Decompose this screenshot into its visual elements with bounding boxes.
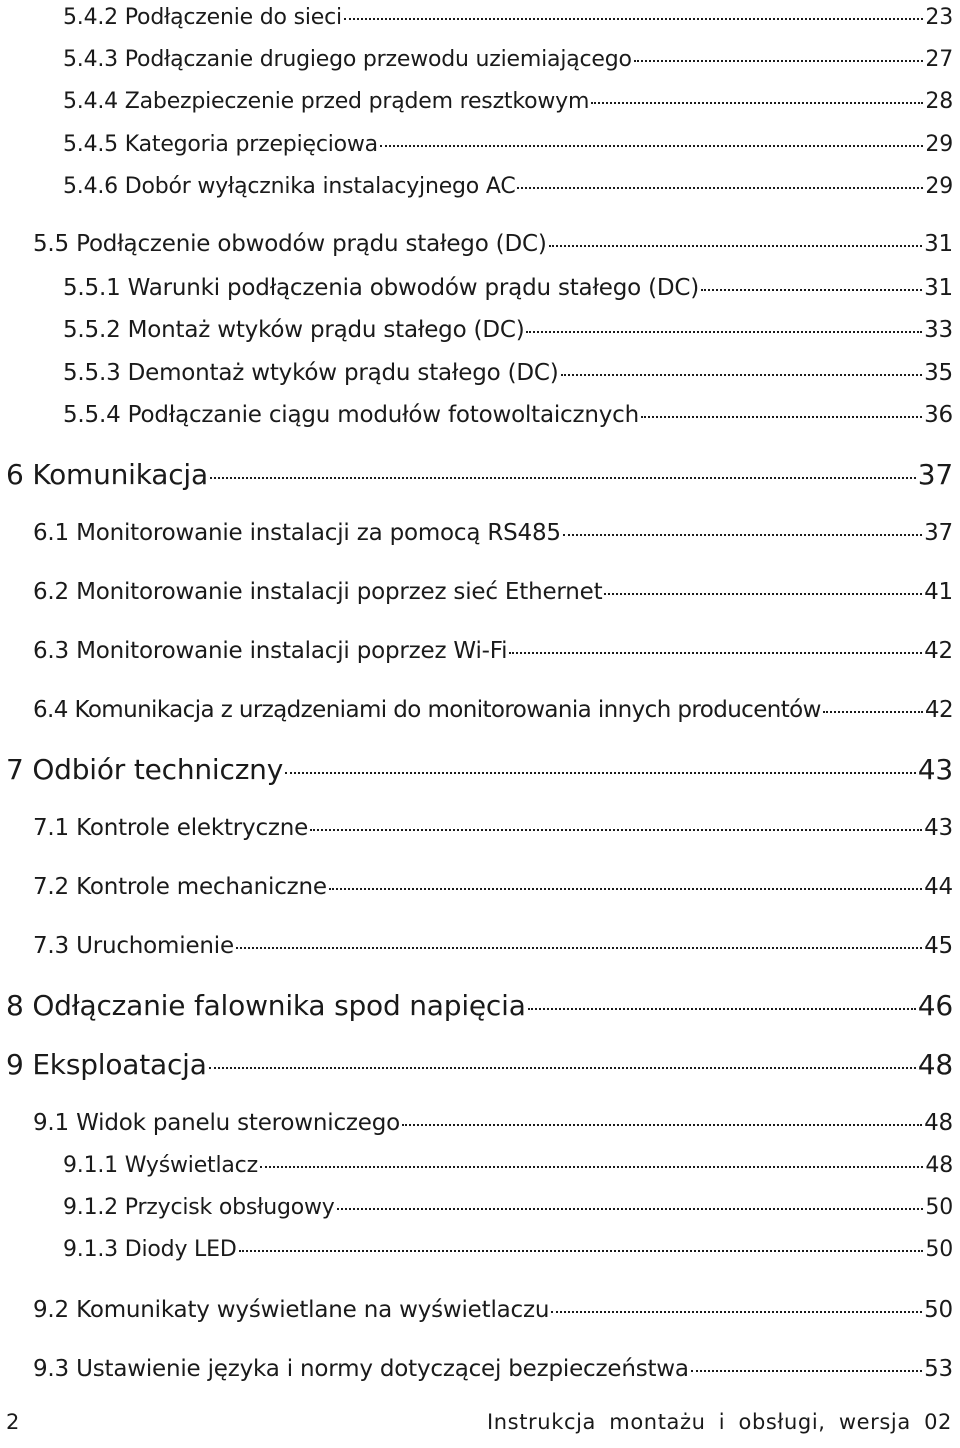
- dot-leader: [337, 1192, 924, 1214]
- toc-chapter-entry[interactable]: [6, 751, 953, 786]
- toc-entry[interactable]: [63, 399, 953, 428]
- toc-entry-title: 9.1.1 Wyświetlacz: [63, 1153, 258, 1178]
- toc-entry[interactable]: [63, 171, 953, 199]
- toc-entry-title: 9.3 Ustawienie języka i normy dotyczącej bezpieczeństwa: [33, 1356, 689, 1382]
- dot-leader: [551, 1294, 922, 1317]
- toc-entry-page: 45: [924, 933, 953, 959]
- toc-entry[interactable]: [33, 1107, 953, 1136]
- dot-leader: [517, 171, 923, 193]
- toc-entry-page: 37: [924, 520, 953, 546]
- toc-chapter-entry[interactable]: [6, 456, 953, 491]
- toc-entry-title: 5.4.5 Kategoria przepięciowa: [63, 132, 378, 157]
- toc-entry-page: 31: [924, 275, 953, 301]
- dot-leader: [641, 399, 922, 422]
- toc-entry-title: 5.5 Podłączenie obwodów prądu stałego (DC): [33, 231, 547, 257]
- dot-leader: [563, 517, 922, 540]
- page-footer: [0, 1408, 960, 1440]
- toc-entry-page: 44: [924, 874, 953, 900]
- toc-entry-page: 36: [924, 402, 953, 428]
- toc-entry[interactable]: [63, 44, 953, 72]
- toc-entry-title: 5.4.2 Podłączenie do sieci: [63, 5, 342, 30]
- toc-entry[interactable]: [63, 1234, 953, 1262]
- toc-entry-title: 5.4.4 Zabezpieczenie przed prądem resztkowym: [63, 89, 590, 114]
- dot-leader: [236, 930, 922, 953]
- toc-entry-title: 5.5.2 Montaż wtyków prądu stałego (DC): [63, 317, 525, 343]
- toc-entry[interactable]: [33, 1294, 953, 1323]
- toc-entry-title: 6.2 Monitorowanie instalacji poprzez sieć Ethernet: [33, 579, 603, 605]
- toc-entry-title: 8 Odłączanie falownika spod napięcia: [6, 989, 526, 1022]
- dot-leader: [285, 751, 916, 779]
- toc-entry-page: 50: [925, 1237, 953, 1262]
- toc-entry-title: 7.3 Uruchomienie: [33, 933, 234, 959]
- toc-entry-page: 42: [924, 697, 953, 723]
- dot-leader: [691, 1353, 922, 1376]
- toc-entry-title: 9.1.2 Przycisk obsługowy: [63, 1195, 335, 1220]
- dot-leader: [604, 576, 922, 599]
- footer-document-title: Instrukcja montażu i obsługi, wersja 02: [486, 1410, 952, 1434]
- toc-entry-title: 5.4.3 Podłączanie drugiego przewodu uziemiającego: [63, 47, 632, 72]
- toc-entry[interactable]: [33, 871, 953, 900]
- dot-leader: [561, 357, 923, 380]
- toc-entry[interactable]: [33, 576, 953, 605]
- footer-page-number: 2: [6, 1410, 20, 1434]
- toc-entry[interactable]: [33, 1353, 953, 1382]
- dot-leader: [209, 1046, 916, 1074]
- toc-entry-page: 43: [917, 753, 953, 786]
- toc-entry[interactable]: [63, 314, 953, 343]
- dot-leader: [528, 987, 916, 1015]
- toc-entry-title: 9.1.3 Diody LED: [63, 1237, 237, 1262]
- dot-leader: [380, 129, 923, 151]
- toc-entry-title: 6.1 Monitorowanie instalacji za pomocą RS485: [33, 520, 561, 546]
- dot-leader: [701, 272, 922, 295]
- dot-leader: [823, 694, 923, 717]
- toc-entry[interactable]: [33, 812, 953, 841]
- toc-entry[interactable]: [33, 694, 953, 723]
- toc-entry[interactable]: [63, 357, 953, 386]
- dot-leader: [402, 1107, 922, 1130]
- toc-entry-title: 7.2 Kontrole mechaniczne: [33, 874, 327, 900]
- toc-entry[interactable]: [33, 228, 953, 257]
- toc-entry-page: 48: [924, 1110, 953, 1136]
- dot-leader: [549, 228, 923, 251]
- dot-leader: [210, 456, 916, 484]
- dot-leader: [509, 635, 922, 658]
- toc-entry-title: 5.5.1 Warunki podłączenia obwodów prądu stałego (DC): [63, 275, 700, 301]
- toc-entry-page: 41: [924, 579, 953, 605]
- toc-entry-page: 53: [924, 1356, 953, 1382]
- toc-entry-title: 9.2 Komunikaty wyświetlane na wyświetlaczu: [33, 1297, 550, 1323]
- toc-chapter-entry[interactable]: [6, 1046, 953, 1081]
- toc-entry-page: 50: [925, 1195, 953, 1220]
- toc-entry-title: 5.4.6 Dobór wyłącznika instalacyjnego AC: [63, 174, 516, 199]
- toc-entry[interactable]: [33, 635, 953, 664]
- dot-leader: [239, 1234, 924, 1256]
- toc-entry-page: 48: [925, 1153, 953, 1178]
- toc-entry-title: 5.5.4 Podłączanie ciągu modułów fotowoltaicznych: [63, 402, 639, 428]
- dot-leader: [591, 86, 923, 108]
- toc-entry[interactable]: [63, 129, 953, 157]
- toc-entry-page: 28: [925, 89, 953, 114]
- toc-entry[interactable]: [63, 86, 953, 114]
- toc-entry[interactable]: [63, 1150, 953, 1178]
- toc-entry-title: 9.1 Widok panelu sterowniczego: [33, 1110, 401, 1136]
- toc-entry-page: 46: [917, 989, 953, 1022]
- toc-entry[interactable]: [33, 517, 953, 546]
- dot-leader: [344, 2, 923, 24]
- toc-entry-title: 9 Eksploatacja: [6, 1048, 207, 1081]
- toc-entry-title: 7 Odbiór techniczny: [6, 753, 284, 786]
- toc-entry-title: 5.5.3 Demontaż wtyków prądu stałego (DC): [63, 360, 559, 386]
- toc-entry-page: 48: [917, 1048, 953, 1081]
- dot-leader: [634, 44, 924, 66]
- dot-leader: [260, 1150, 923, 1172]
- toc-entry[interactable]: [33, 930, 953, 959]
- toc-entry-page: 35: [924, 360, 953, 386]
- dot-leader: [310, 812, 922, 835]
- toc-entry-title: 6 Komunikacja: [6, 458, 208, 491]
- dot-leader: [526, 314, 922, 337]
- toc-entry-page: 23: [925, 5, 953, 30]
- toc-entry-page: 50: [924, 1297, 953, 1323]
- toc-chapter-entry[interactable]: [6, 987, 953, 1022]
- toc-entry[interactable]: [63, 1192, 953, 1220]
- toc-entry[interactable]: [63, 2, 953, 30]
- dot-leader: [329, 871, 922, 894]
- toc-entry-page: 31: [924, 231, 953, 257]
- toc-entry[interactable]: [63, 272, 953, 301]
- toc-entry-title: 7.1 Kontrole elektryczne: [33, 815, 309, 841]
- toc-entry-page: 29: [925, 174, 953, 199]
- toc-entry-page: 33: [924, 317, 953, 343]
- toc-entry-page: 29: [925, 132, 953, 157]
- toc-entry-page: 37: [917, 458, 953, 491]
- toc-entry-page: 27: [925, 47, 953, 72]
- toc-entry-title: 6.3 Monitorowanie instalacji poprzez Wi-Fi: [33, 638, 508, 664]
- toc-entry-title: 6.4 Komunikacja z urządzeniami do monitorowania innych producentów: [33, 697, 821, 723]
- toc-entry-page: 42: [924, 638, 953, 664]
- toc-entry-page: 43: [924, 815, 953, 841]
